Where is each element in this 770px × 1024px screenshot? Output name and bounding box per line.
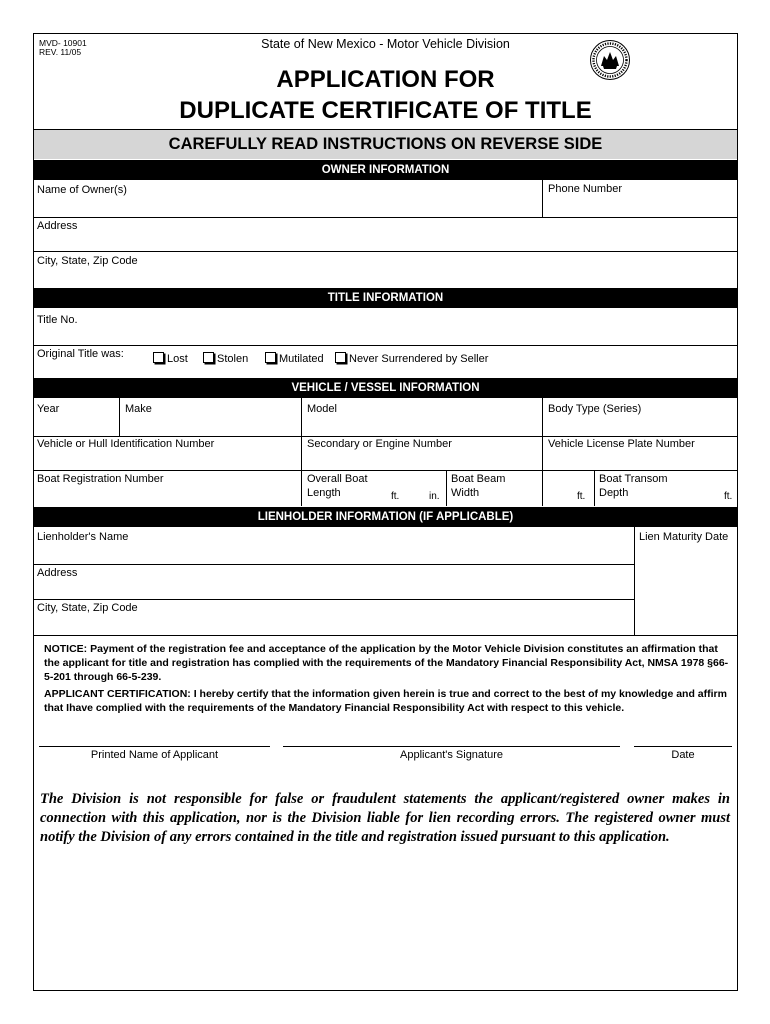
lienholder-information-header: LIENHOLDER INFORMATION (IF APPLICABLE) xyxy=(34,507,737,527)
title-number-label: Title No. xyxy=(37,314,78,326)
boat-beam-label-line2: Width xyxy=(451,487,480,499)
printed-name-line[interactable] xyxy=(39,746,270,747)
boat-transom-label-line2: Depth xyxy=(599,487,629,499)
make-label: Make xyxy=(125,403,152,415)
title-information-header: TITLE INFORMATION xyxy=(34,288,737,308)
checkbox-box[interactable] xyxy=(203,352,214,363)
lienholder-name-label: Lienholder's Name xyxy=(37,531,129,543)
lost-checkbox[interactable] xyxy=(153,352,188,365)
mutilated-option-label: Mutilated xyxy=(279,353,324,365)
mutilated-checkbox[interactable] xyxy=(265,352,324,365)
never-surrendered-checkbox[interactable] xyxy=(335,352,488,365)
license-plate-label: Vehicle License Plate Number xyxy=(548,438,695,450)
lost-option-label: Lost xyxy=(167,353,188,365)
form-revision: REV. 11/05 xyxy=(39,47,82,57)
form-number: MVD- 10901 xyxy=(39,38,87,48)
boat-registration-label: Boat Registration Number xyxy=(37,473,164,485)
owner-city-state-zip-label: City, State, Zip Code xyxy=(37,255,138,267)
lienholder-city-state-zip-label: City, State, Zip Code xyxy=(37,602,138,614)
owner-name-label: Name of Owner(s) xyxy=(37,184,127,196)
agency-name: State of New Mexico - Motor Vehicle Division xyxy=(261,37,510,51)
vehicle-vessel-information-header: VEHICLE / VESSEL INFORMATION xyxy=(34,378,737,398)
checkbox-box[interactable] xyxy=(335,352,346,363)
form-title-line2: DUPLICATE CERTIFICATE OF TITLE xyxy=(179,97,592,124)
boat-length-label-line1: Overall Boat xyxy=(307,473,368,485)
applicant-certification-text: APPLICANT CERTIFICATION: I hereby certify that the information given herein is true and correct to the best of my knowledge and affirm that Ihave complied with the requirements of the Mandatory Financial Responsibility Act with respect to this vehicle. xyxy=(44,688,727,714)
date-line[interactable] xyxy=(634,746,732,747)
phone-number-label: Phone Number xyxy=(548,183,622,195)
engine-number-label: Secondary or Engine Number xyxy=(307,438,452,450)
boat-length-in-unit: in. xyxy=(429,491,440,502)
owner-information-header: OWNER INFORMATION xyxy=(34,160,737,180)
form-title-line1: APPLICATION FOR xyxy=(276,66,495,93)
lienholder-address-label: Address xyxy=(37,567,78,579)
owner-address-label: Address xyxy=(37,220,78,232)
body-type-label: Body Type (Series) xyxy=(548,403,642,415)
boat-transom-ft-unit: ft. xyxy=(724,491,733,502)
signature-line[interactable] xyxy=(283,746,620,747)
instructions-banner xyxy=(34,129,737,159)
boat-beam-ft-unit: ft. xyxy=(577,491,586,502)
signature-label: Applicant's Signature xyxy=(400,749,503,761)
boat-length-ft-unit: ft. xyxy=(391,491,400,502)
boat-length-label-line2: Length xyxy=(307,487,341,499)
application-form xyxy=(33,33,738,991)
checkbox-box[interactable] xyxy=(153,352,164,363)
stolen-option-label: Stolen xyxy=(217,353,249,365)
instructions-banner-text: CAREFULLY READ INSTRUCTIONS ON REVERSE SIDE xyxy=(168,135,603,153)
disclaimer-text: The Division is not responsible for false or fraudulent statements the applicant/registered owner makes in connection with this application, nor is the Division liable for lien recording errors. The registered owner must notify the Division of any errors contained in the title and registration issued pursuant to this application. xyxy=(40,791,730,845)
date-label: Date xyxy=(671,749,695,761)
printed-name-label: Printed Name of Applicant xyxy=(90,749,219,761)
vin-label: Vehicle or Hull Identification Number xyxy=(37,438,215,450)
year-label: Year xyxy=(37,403,60,415)
never-surrendered-option-label: Never Surrendered by Seller xyxy=(349,353,489,365)
lien-maturity-date-label: Lien Maturity Date xyxy=(639,531,729,543)
notice-text: NOTICE: Payment of the registration fee and acceptance of the application by the Motor Vehicle Division constitutes an affirmation that the applicant for title and registration has complied with the requirements of the Mandatory Financial Responsibility Act, NMSA 1978 §66-5-201 through 66-5-239. xyxy=(44,643,729,683)
checkbox-box[interactable] xyxy=(265,352,276,363)
original-title-label: Original Title was: xyxy=(37,348,124,360)
model-label: Model xyxy=(307,403,337,415)
boat-beam-label-line1: Boat Beam xyxy=(451,473,506,485)
stolen-checkbox[interactable] xyxy=(203,352,248,365)
boat-transom-label-line1: Boat Transom xyxy=(599,473,668,485)
